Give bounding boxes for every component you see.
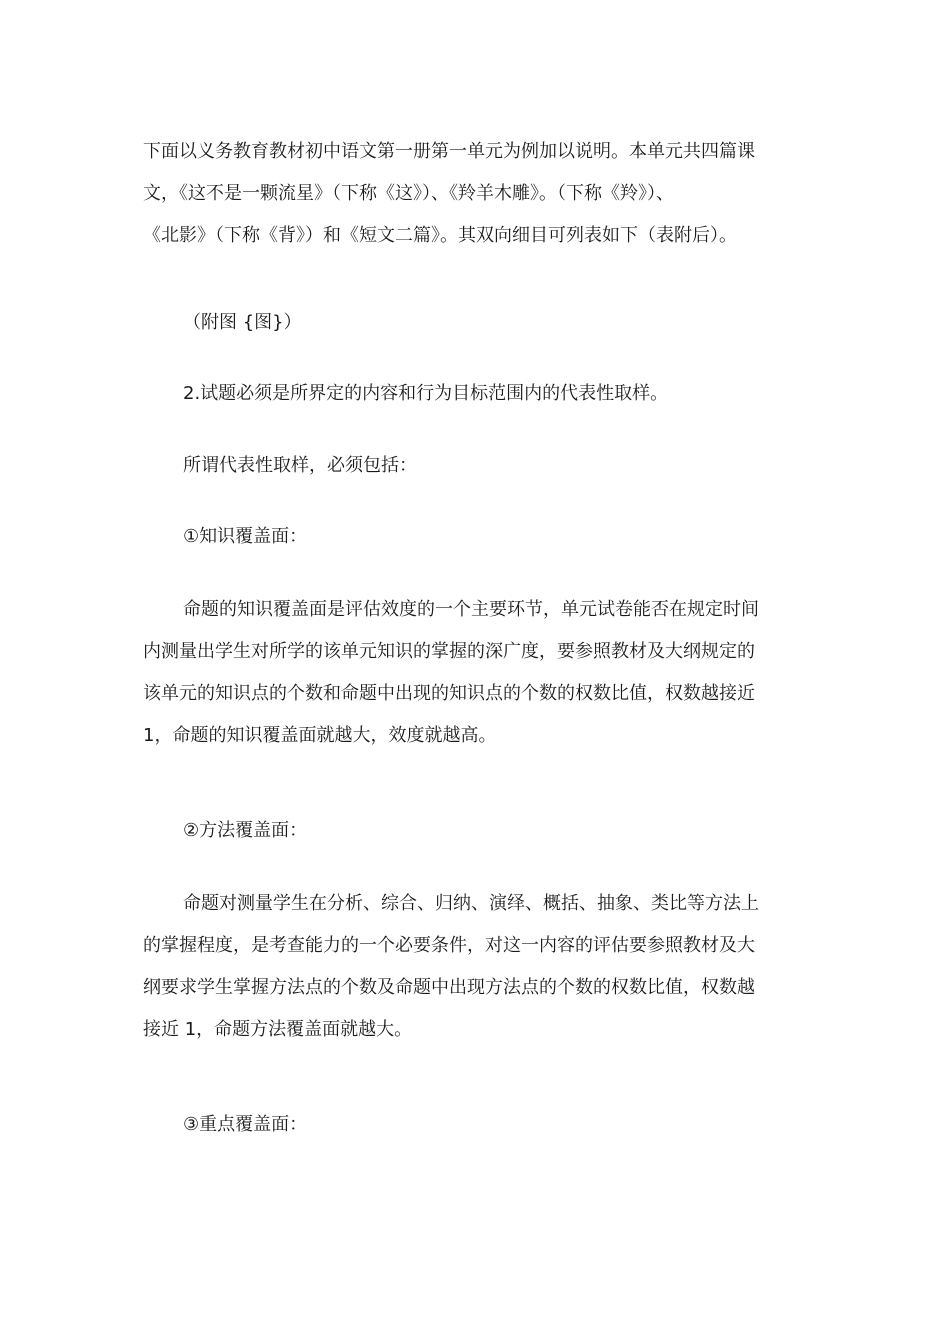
text-line: 文，《这不是一颗流星》（下称《这》）、《羚羊木雕》。（下称《羚》）、	[143, 183, 674, 204]
sampling-intro: 所谓代表性取样，必须包括：	[183, 455, 417, 476]
text-line: 1，命题的知识覆盖面就越大，效度就越高。	[143, 725, 497, 746]
text-line: 命题的知识覆盖面是评估效度的一个主要环节，单元试卷能否在规定时间	[183, 599, 759, 620]
focus-coverage-heading: ③重点覆盖面：	[183, 1114, 308, 1135]
text-line: 命题对测量学生在分析、综合、归纳、演绎、概括、抽象、类比等方法上	[183, 893, 759, 914]
figure-placeholder: （附图 {图}）	[183, 312, 302, 333]
text-line: 内测量出学生对所学的该单元知识的掌握的深广度，要参照教材及大纲规定的	[143, 641, 755, 662]
text-line: 下面以义务教育教材初中语文第一册第一单元为例加以说明。本单元共四篇课	[143, 141, 755, 162]
point-2-heading: 2.试题必须是所界定的内容和行为目标范围内的代表性取样。	[183, 383, 669, 404]
text-line: 纲要求学生掌握方法点的个数及命题中出现方法点的个数的权数比值，权数越	[143, 977, 755, 998]
text-line: 的掌握程度，是考查能力的一个必要条件，对这一内容的评估要参照教材及大	[143, 935, 755, 956]
intro-paragraph	[143, 131, 808, 257]
knowledge-coverage-paragraph	[143, 589, 808, 757]
knowledge-coverage-heading: ①知识覆盖面：	[183, 526, 308, 547]
method-coverage-heading: ②方法覆盖面：	[183, 820, 308, 841]
text-line: 接近 1，命题方法覆盖面就越大。	[143, 1019, 413, 1040]
text-line: 该单元的知识点的个数和命题中出现的知识点的个数的权数比值，权数越接近	[143, 683, 755, 704]
text-line: 《北影》（下称《背》）和《短文二篇》。其双向细目可列表如下（表附后）。	[143, 225, 737, 246]
method-coverage-paragraph	[143, 883, 808, 1051]
